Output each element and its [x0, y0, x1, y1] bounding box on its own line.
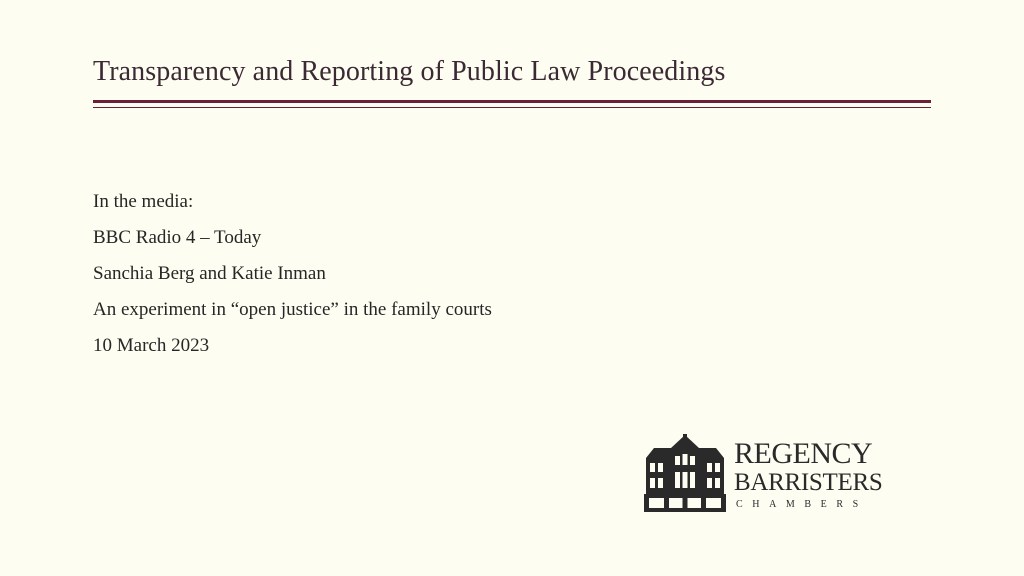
- body-text: [93, 184, 492, 364]
- media-piece-title: An experiment in “open justice” in the family courts: [93, 299, 492, 320]
- title-divider-thin: [93, 107, 931, 108]
- media-outlet: BBC Radio 4 – Today: [93, 227, 262, 248]
- logo-line-regency: REGENCY: [734, 437, 873, 470]
- logo-line-chambers: CHAMBERS: [736, 499, 868, 510]
- logo-line-barristers: BARRISTERS: [734, 469, 883, 496]
- slide-title: Transparency and Reporting of Public Law Proceedings: [93, 56, 726, 87]
- media-heading: In the media:: [93, 191, 194, 212]
- building-icon: [644, 434, 726, 512]
- regency-barristers-logo: [644, 434, 894, 514]
- media-authors: Sanchia Berg and Katie Inman: [93, 263, 326, 284]
- media-date: 10 March 2023: [93, 335, 210, 356]
- title-divider-thick: [93, 100, 931, 103]
